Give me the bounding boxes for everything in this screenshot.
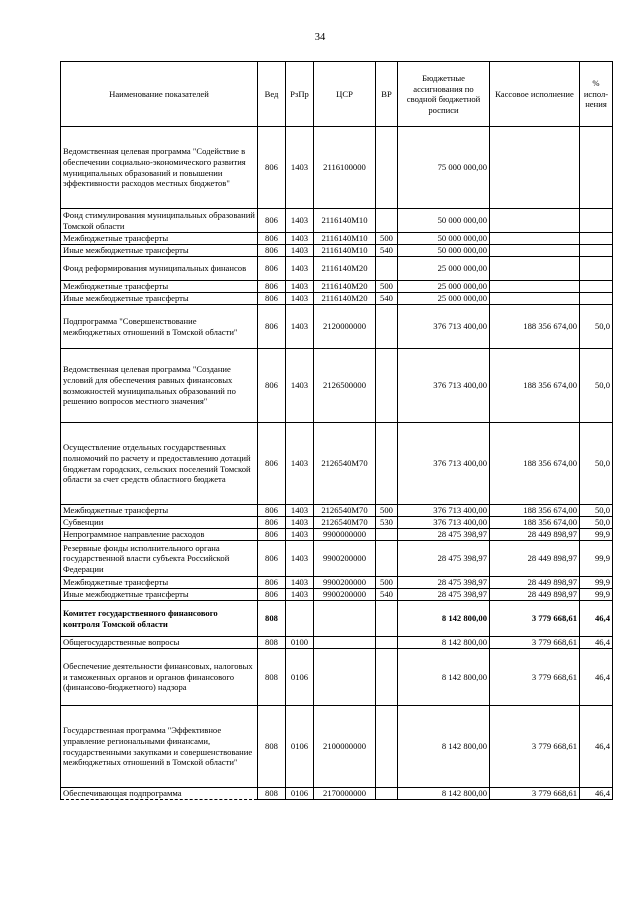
row-vr [376, 257, 398, 281]
row-csr: 2170000000 [314, 788, 376, 800]
row-rzpr: 1403 [286, 281, 314, 293]
row-cash [490, 257, 580, 281]
row-budget: 50 000 000,00 [398, 209, 490, 233]
table-row [61, 517, 613, 529]
row-budget: 75 000 000,00 [398, 127, 490, 209]
row-csr: 2126540M70 [314, 505, 376, 517]
row-rzpr: 0106 [286, 788, 314, 800]
page-number: 34 [314, 32, 326, 43]
row-cash: 188 356 674,00 [490, 517, 580, 529]
row-csr: 2116100000 [314, 127, 376, 209]
row-csr: 9900200000 [314, 577, 376, 589]
row-cash: 3 779 668,61 [490, 706, 580, 788]
row-cash: 188 356 674,00 [490, 349, 580, 423]
row-percent: 99,9 [580, 577, 613, 589]
row-budget: 376 713 400,00 [398, 349, 490, 423]
row-budget: 376 713 400,00 [398, 505, 490, 517]
table-row [61, 788, 613, 800]
row-vr: 500 [376, 281, 398, 293]
row-percent: 99,9 [580, 589, 613, 601]
row-ved: 806 [258, 589, 286, 601]
row-name: Комитет государственного финансового контроля Томской области [61, 601, 258, 637]
row-rzpr: 1403 [286, 293, 314, 305]
row-ved: 806 [258, 209, 286, 233]
header-rzpr: РзПр [286, 62, 314, 127]
header-vr: ВР [376, 62, 398, 127]
row-name: Межбюджетные трансферты [61, 505, 258, 517]
row-ved: 806 [258, 293, 286, 305]
row-percent: 50,0 [580, 517, 613, 529]
row-name: Непрограммное направление расходов [61, 529, 258, 541]
row-name: Фонд стимулирования муниципальных образований Томской области [61, 209, 258, 233]
row-rzpr: 0106 [286, 706, 314, 788]
row-cash: 3 779 668,61 [490, 788, 580, 800]
table-row [61, 281, 613, 293]
row-rzpr [286, 601, 314, 637]
row-vr [376, 305, 398, 349]
table-row [61, 541, 613, 577]
row-budget: 8 142 800,00 [398, 649, 490, 706]
table-row [61, 233, 613, 245]
table-row [61, 601, 613, 637]
table-row [61, 423, 613, 505]
row-name: Межбюджетные трансферты [61, 281, 258, 293]
row-rzpr: 1403 [286, 127, 314, 209]
row-name: Обеспечение деятельности финансовых, налоговых и таможенных органов и органов финансового (финансово-бюджетного) надзора [61, 649, 258, 706]
row-ved: 808 [258, 788, 286, 800]
table-row [61, 293, 613, 305]
row-rzpr: 0100 [286, 637, 314, 649]
row-budget: 8 142 800,00 [398, 706, 490, 788]
row-cash: 188 356 674,00 [490, 423, 580, 505]
table-row [61, 209, 613, 233]
table-row [61, 529, 613, 541]
row-percent: 46,4 [580, 637, 613, 649]
header-budget: Бюджетные ассигнования по сводной бюджетной росписи [398, 62, 490, 127]
row-csr [314, 601, 376, 637]
row-rzpr: 1403 [286, 349, 314, 423]
table-row [61, 349, 613, 423]
row-rzpr: 1403 [286, 423, 314, 505]
header-csr: ЦСР [314, 62, 376, 127]
row-csr: 2116140M10 [314, 245, 376, 257]
table-row [61, 589, 613, 601]
row-vr [376, 127, 398, 209]
row-vr: 500 [376, 505, 398, 517]
row-vr: 540 [376, 293, 398, 305]
row-rzpr: 1403 [286, 257, 314, 281]
row-name: Иные межбюджетные трансферты [61, 589, 258, 601]
row-budget: 376 713 400,00 [398, 423, 490, 505]
row-cash: 28 449 898,97 [490, 529, 580, 541]
row-ved: 806 [258, 577, 286, 589]
row-percent: 46,4 [580, 649, 613, 706]
row-percent [580, 293, 613, 305]
header-ved: Вед [258, 62, 286, 127]
row-name: Межбюджетные трансферты [61, 577, 258, 589]
row-rzpr: 1403 [286, 577, 314, 589]
row-vr [376, 541, 398, 577]
row-cash [490, 245, 580, 257]
table-row [61, 257, 613, 281]
row-percent: 46,4 [580, 706, 613, 788]
row-percent [580, 209, 613, 233]
header-name: Наименование показателей [61, 62, 258, 127]
row-percent: 50,0 [580, 423, 613, 505]
row-percent [580, 245, 613, 257]
row-csr: 2126540M70 [314, 517, 376, 529]
header-cash: Кассовое исполнение [490, 62, 580, 127]
row-cash [490, 281, 580, 293]
row-ved: 808 [258, 649, 286, 706]
row-name: Обеспечивающая подпрограмма [61, 788, 258, 800]
row-csr: 2126500000 [314, 349, 376, 423]
row-vr: 530 [376, 517, 398, 529]
row-cash: 28 449 898,97 [490, 589, 580, 601]
row-vr [376, 423, 398, 505]
table-row [61, 245, 613, 257]
row-cash [490, 127, 580, 209]
row-percent [580, 257, 613, 281]
row-budget: 376 713 400,00 [398, 517, 490, 529]
row-cash [490, 293, 580, 305]
row-percent [580, 127, 613, 209]
table-header [61, 62, 613, 127]
row-percent: 99,9 [580, 529, 613, 541]
row-ved: 808 [258, 601, 286, 637]
row-name: Субвенции [61, 517, 258, 529]
row-csr: 2120000000 [314, 305, 376, 349]
row-budget: 25 000 000,00 [398, 257, 490, 281]
budget-table [60, 61, 613, 800]
row-rzpr: 1403 [286, 233, 314, 245]
row-csr [314, 637, 376, 649]
row-cash: 3 779 668,61 [490, 601, 580, 637]
row-csr: 2126540M70 [314, 423, 376, 505]
table-row [61, 649, 613, 706]
row-rzpr: 1403 [286, 589, 314, 601]
row-percent: 50,0 [580, 505, 613, 517]
row-cash: 28 449 898,97 [490, 541, 580, 577]
row-percent: 46,4 [580, 788, 613, 800]
row-rzpr: 1403 [286, 541, 314, 577]
row-rzpr: 1403 [286, 209, 314, 233]
row-csr: 9900200000 [314, 589, 376, 601]
row-rzpr: 1403 [286, 305, 314, 349]
row-cash [490, 209, 580, 233]
row-vr: 540 [376, 245, 398, 257]
row-name: Иные межбюджетные трансферты [61, 245, 258, 257]
table-row [61, 127, 613, 209]
table-row [61, 637, 613, 649]
row-csr: 2116140M20 [314, 281, 376, 293]
row-csr: 2116140M10 [314, 209, 376, 233]
row-name: Подпрограмма "Совершенствование межбюджетных отношений в Томской области" [61, 305, 258, 349]
row-cash: 188 356 674,00 [490, 505, 580, 517]
row-csr: 9900000000 [314, 529, 376, 541]
table-row [61, 505, 613, 517]
row-cash: 28 449 898,97 [490, 577, 580, 589]
row-rzpr: 1403 [286, 505, 314, 517]
row-vr: 500 [376, 233, 398, 245]
row-ved: 806 [258, 127, 286, 209]
row-csr [314, 649, 376, 706]
row-name: Государственная программа "Эффективное управление региональными финансами, государственными закупками и совершенствование межбюджетных отношений в Томской области" [61, 706, 258, 788]
row-percent: 50,0 [580, 305, 613, 349]
row-csr: 2116140M10 [314, 233, 376, 245]
row-vr: 540 [376, 589, 398, 601]
row-name: Осуществление отдельных государственных полномочий по расчету и предоставлению дотаций бюджетам городских, сельских поселений Томской области за счет средств областного бюджета [61, 423, 258, 505]
row-ved: 806 [258, 281, 286, 293]
row-ved: 806 [258, 517, 286, 529]
row-ved: 806 [258, 305, 286, 349]
row-ved: 806 [258, 529, 286, 541]
row-rzpr: 1403 [286, 245, 314, 257]
row-cash: 3 779 668,61 [490, 637, 580, 649]
row-budget: 28 475 398,97 [398, 529, 490, 541]
row-vr [376, 637, 398, 649]
table-row [61, 305, 613, 349]
row-ved: 806 [258, 505, 286, 517]
row-vr [376, 788, 398, 800]
row-budget: 50 000 000,00 [398, 233, 490, 245]
row-budget: 8 142 800,00 [398, 601, 490, 637]
row-ved: 806 [258, 423, 286, 505]
row-ved: 806 [258, 233, 286, 245]
header-percent: % испол-нения [580, 62, 613, 127]
row-percent: 99,9 [580, 541, 613, 577]
row-budget: 28 475 398,97 [398, 541, 490, 577]
row-ved: 806 [258, 349, 286, 423]
row-budget: 8 142 800,00 [398, 637, 490, 649]
row-csr: 2100000000 [314, 706, 376, 788]
row-budget: 25 000 000,00 [398, 293, 490, 305]
row-csr: 9900200000 [314, 541, 376, 577]
row-vr [376, 349, 398, 423]
row-name: Иные межбюджетные трансферты [61, 293, 258, 305]
row-name: Фонд реформирования муниципальных финансов [61, 257, 258, 281]
row-csr: 2116140M20 [314, 257, 376, 281]
row-budget: 28 475 398,97 [398, 577, 490, 589]
row-ved: 806 [258, 245, 286, 257]
row-vr: 500 [376, 577, 398, 589]
row-percent [580, 233, 613, 245]
row-vr [376, 209, 398, 233]
row-name: Ведомственная целевая программа "Содействие в обеспечении социально-экономического развития муниципальных образований и повышении эффективности расходов местных бюджетов" [61, 127, 258, 209]
row-vr [376, 649, 398, 706]
row-vr [376, 601, 398, 637]
row-name: Ведомственная целевая программа "Создание условий для обеспечения равных финансовых возможностей муниципальных образований по решению вопросов местного значения" [61, 349, 258, 423]
row-vr [376, 706, 398, 788]
row-percent: 50,0 [580, 349, 613, 423]
row-ved: 806 [258, 541, 286, 577]
row-rzpr: 0106 [286, 649, 314, 706]
table-row [61, 577, 613, 589]
row-vr [376, 529, 398, 541]
row-ved: 808 [258, 637, 286, 649]
row-csr: 2116140M20 [314, 293, 376, 305]
row-ved: 806 [258, 257, 286, 281]
row-rzpr: 1403 [286, 517, 314, 529]
row-percent [580, 281, 613, 293]
row-budget: 28 475 398,97 [398, 589, 490, 601]
row-budget: 8 142 800,00 [398, 788, 490, 800]
row-name: Общегосударственные вопросы [61, 637, 258, 649]
row-budget: 50 000 000,00 [398, 245, 490, 257]
row-name: Межбюджетные трансферты [61, 233, 258, 245]
row-cash: 188 356 674,00 [490, 305, 580, 349]
row-percent: 46,4 [580, 601, 613, 637]
row-budget: 25 000 000,00 [398, 281, 490, 293]
row-ved: 808 [258, 706, 286, 788]
row-budget: 376 713 400,00 [398, 305, 490, 349]
table-row [61, 706, 613, 788]
row-cash: 3 779 668,61 [490, 649, 580, 706]
row-name: Резервные фонды исполнительного органа государственной власти субъекта Российской Федерации [61, 541, 258, 577]
row-rzpr: 1403 [286, 529, 314, 541]
row-cash [490, 233, 580, 245]
